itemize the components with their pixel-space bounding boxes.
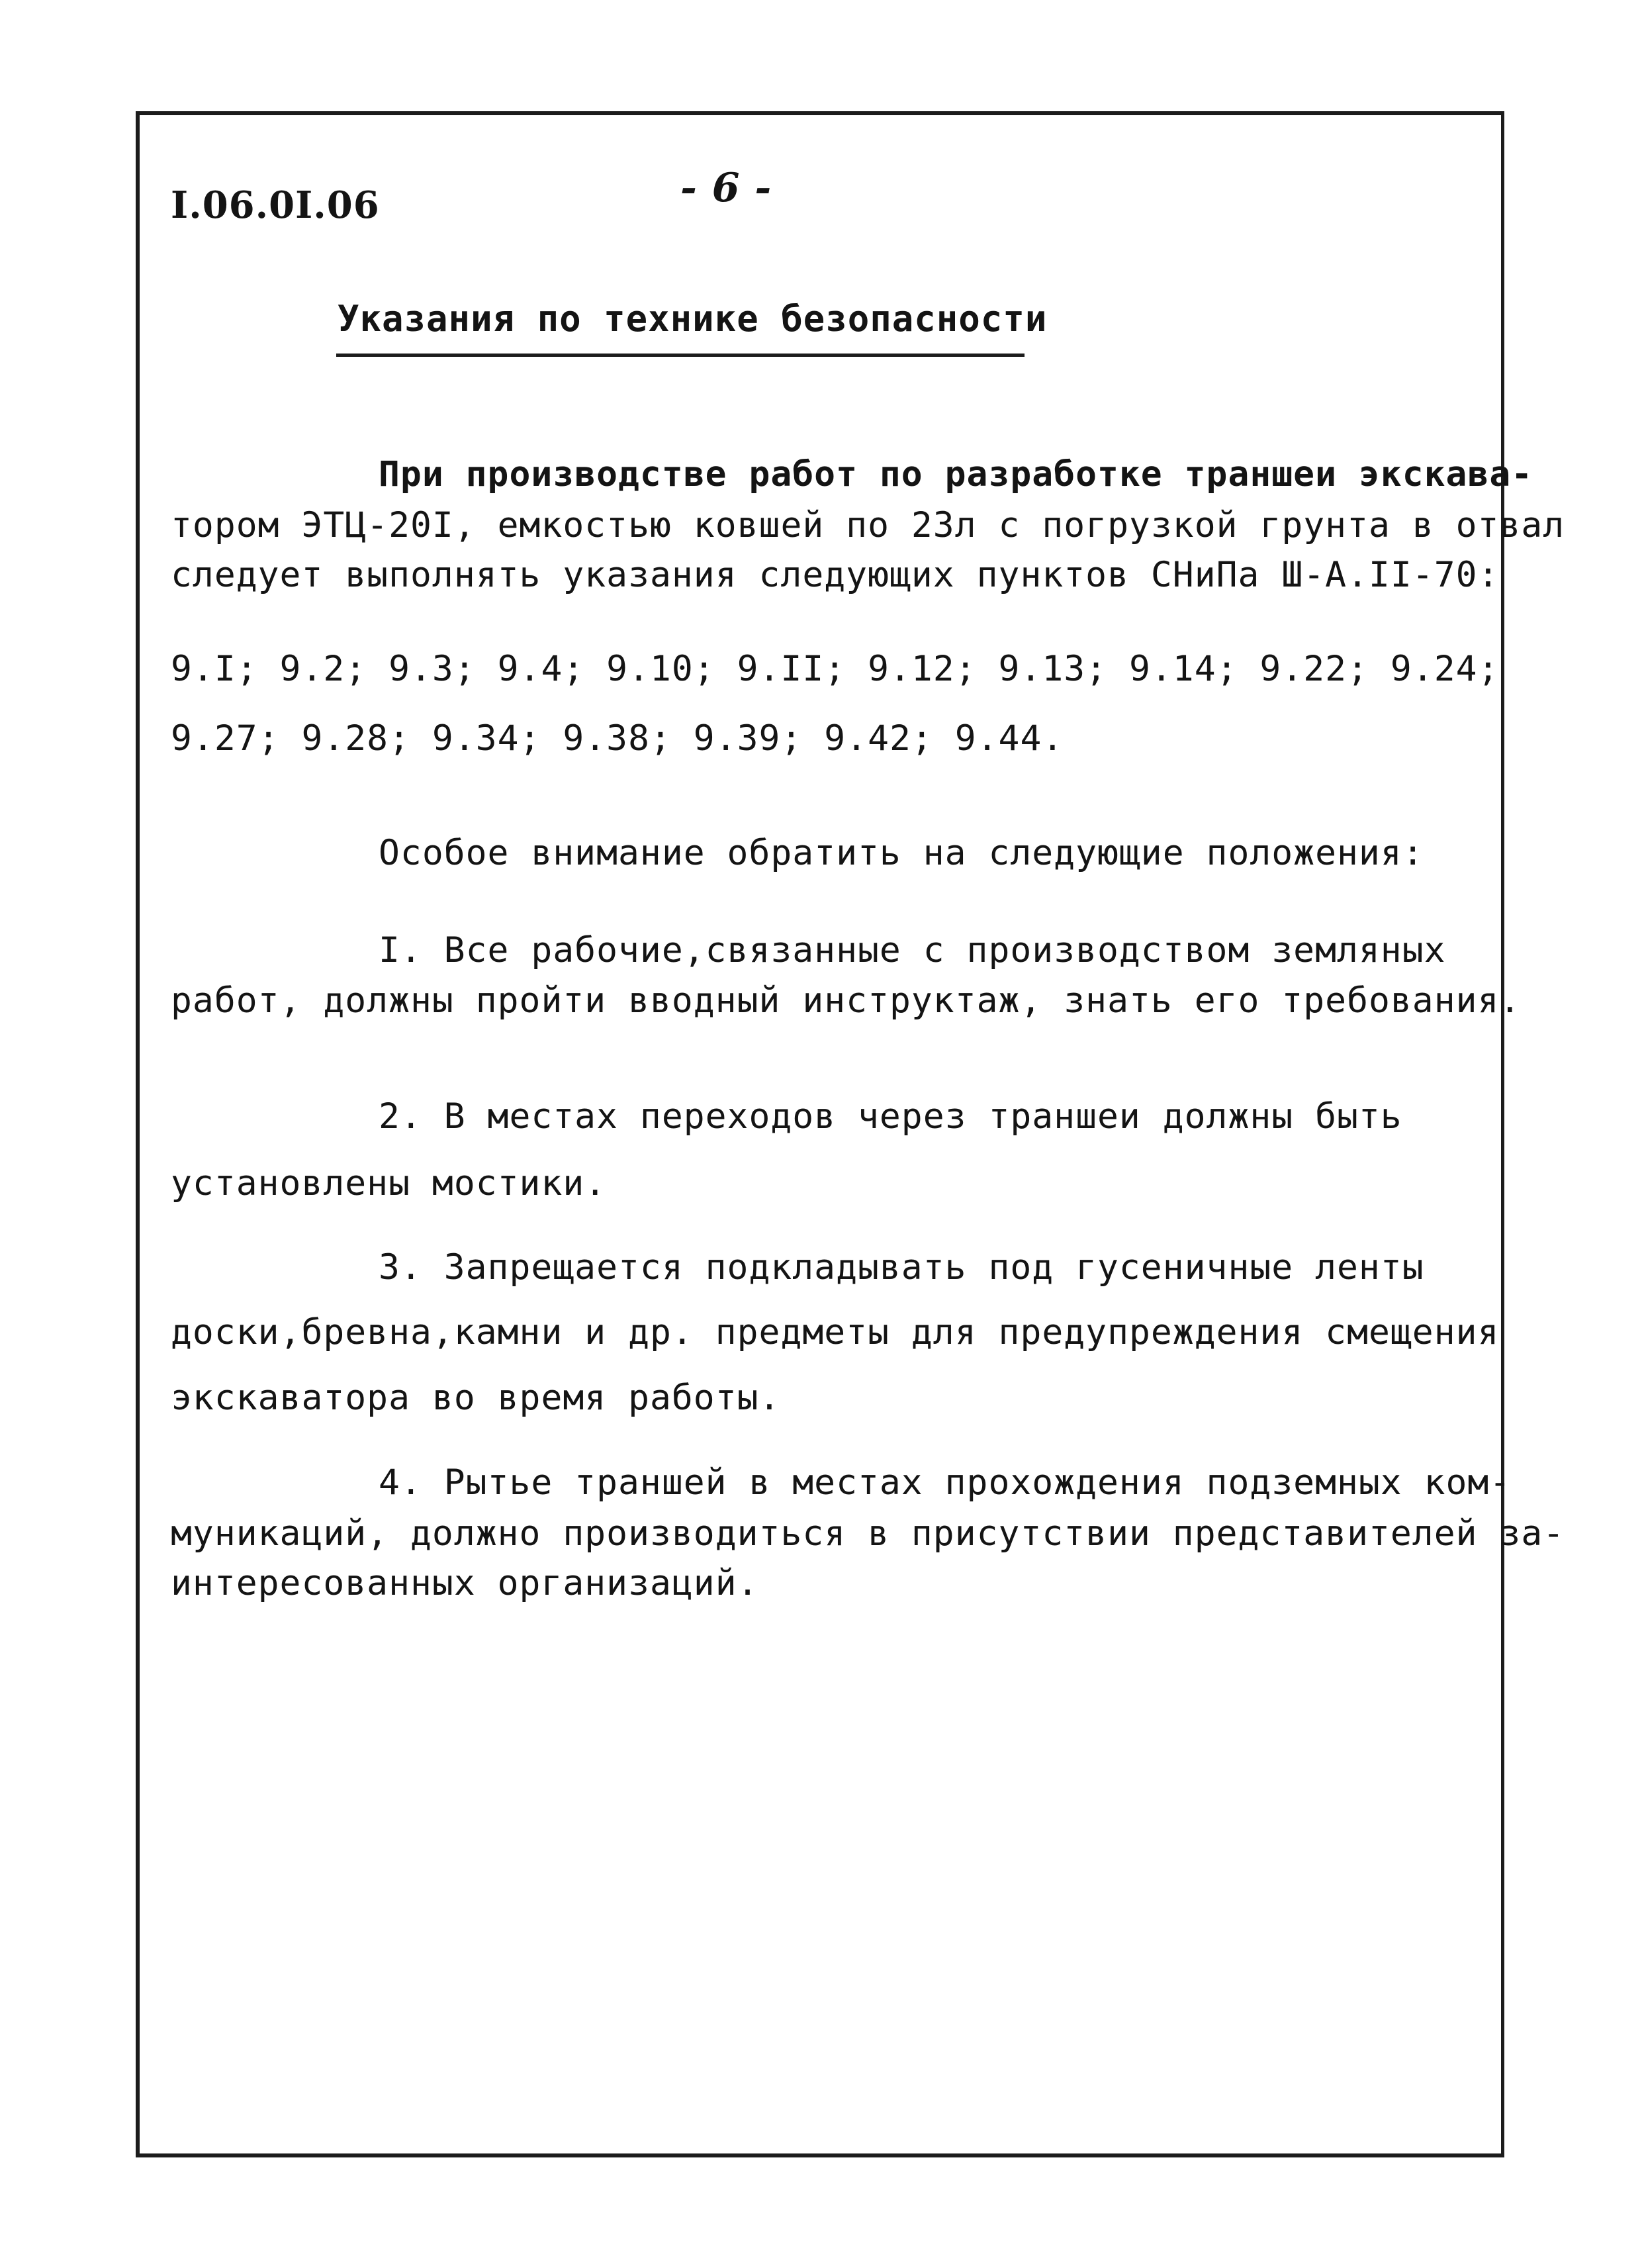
item-4-line-1: 4. Рытье траншей в местах прохождения подземных ком- bbox=[379, 1462, 1512, 1503]
section-heading: Указания по технике безопасности bbox=[338, 298, 1048, 340]
item-4-line-2: муникаций, должно производиться в присутствии представителей за- bbox=[171, 1513, 1565, 1554]
heading-underline bbox=[336, 354, 1025, 357]
intro-line-2: тором ЭТЦ-20I, емкостью ковшей по 23л с погрузкой грунта в отвал bbox=[171, 505, 1565, 545]
attention-note: Особое внимание обратить на следующие положения: bbox=[379, 833, 1424, 873]
item-3-line-2: доски,бревна,камни и др. предметы для предупреждения смещения bbox=[171, 1312, 1500, 1352]
clauses-line-1: 9.I; 9.2; 9.3; 9.4; 9.10; 9.II; 9.12; 9.13; 9.14; 9.22; 9.24; bbox=[171, 649, 1500, 689]
page-number: - 6 - bbox=[680, 165, 772, 211]
intro-line-3: следует выполнять указания следующих пунктов СНиПа Ш-А.II-70: bbox=[171, 555, 1500, 595]
item-3-line-1: 3. Запрещается подкладывать под гусеничные ленты bbox=[379, 1247, 1424, 1288]
item-1-line-1: I. Все рабочие,связанные с производством земляных bbox=[379, 930, 1446, 970]
item-2-line-1: 2. В местах переходов через траншеи должны быть bbox=[379, 1096, 1402, 1137]
clauses-line-2: 9.27; 9.28; 9.34; 9.38; 9.39; 9.42; 9.44. bbox=[171, 718, 1064, 759]
intro-line-1: При производстве работ по разработке траншеи экскава- bbox=[379, 454, 1533, 495]
item-4-line-3: интересованных организаций. bbox=[171, 1563, 759, 1603]
item-3-line-3: экскаватора во время работы. bbox=[171, 1378, 781, 1418]
document-code: I.06.0I.06 bbox=[171, 183, 380, 227]
item-1-line-2: работ, должны пройти вводный инструктаж, знать его требования. bbox=[171, 980, 1522, 1021]
item-2-line-2: установлены мостики. bbox=[171, 1163, 607, 1204]
